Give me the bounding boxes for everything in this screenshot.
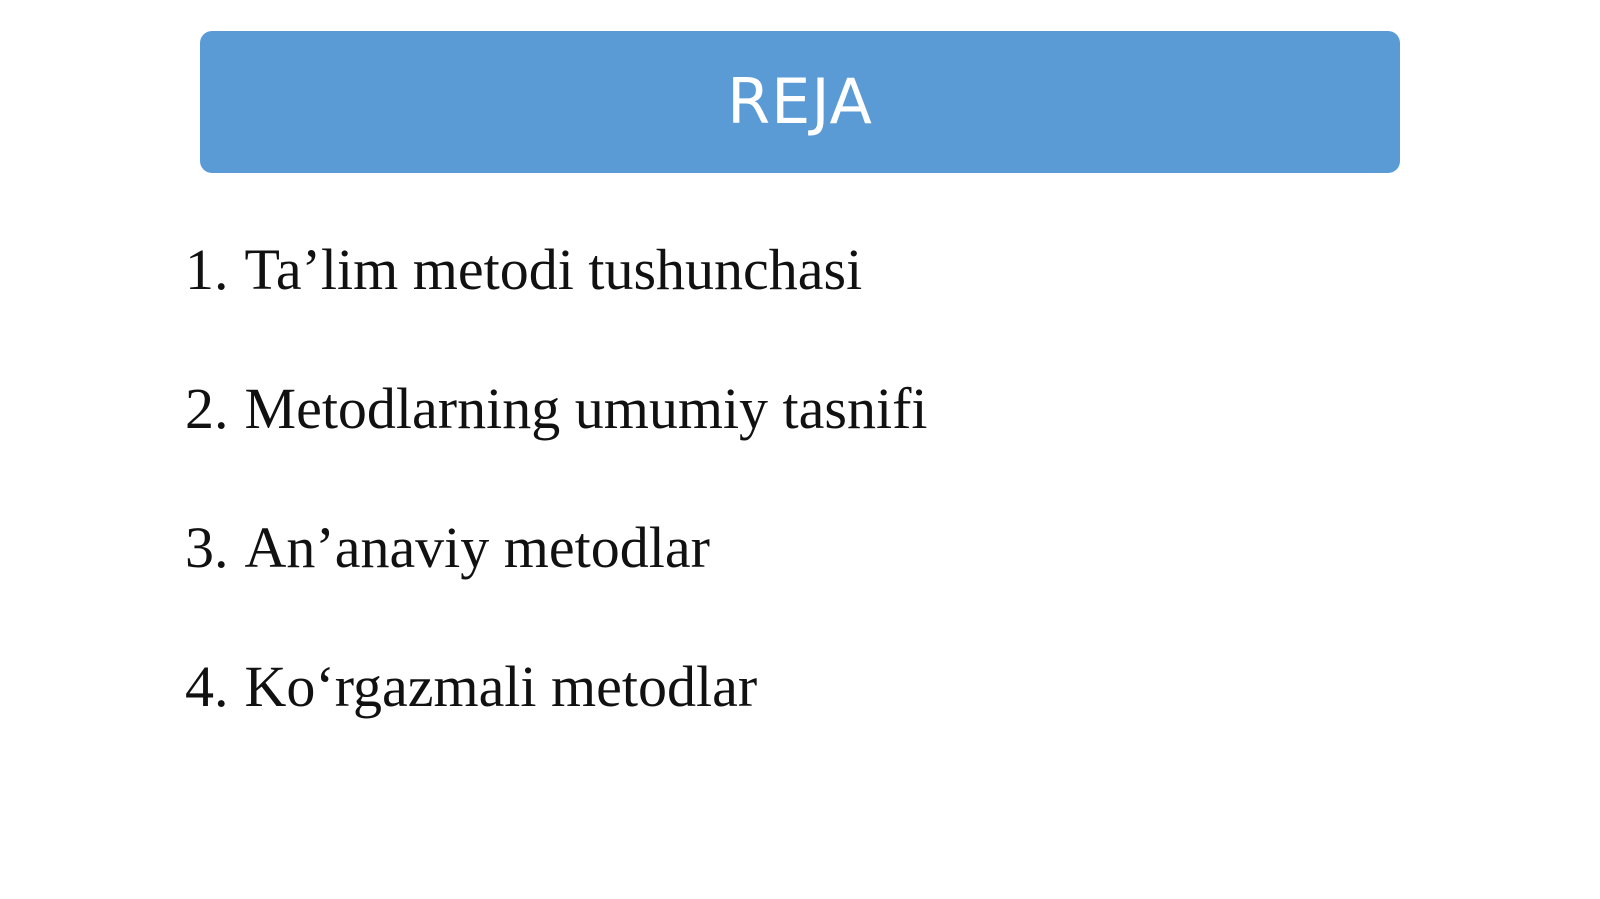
plan-item-2 <box>185 369 928 508</box>
plan-item-number: 2. <box>185 376 229 441</box>
plan-list <box>185 230 928 786</box>
plan-item-number: 4. <box>185 654 229 719</box>
plan-item-4 <box>185 647 928 786</box>
plan-item-1 <box>185 230 928 369</box>
plan-item-text: An’anaviy metodlar <box>244 515 710 580</box>
plan-item-number: 3. <box>185 515 229 580</box>
plan-item-number: 1. <box>185 237 229 302</box>
plan-item-text: Ko‘rgazmali metodlar <box>244 654 758 719</box>
plan-item-text: Metodlarning umumiy tasnifi <box>244 376 928 441</box>
slide-title: REJA <box>727 65 873 138</box>
title-banner <box>200 31 1400 173</box>
plan-item-text: Ta’lim metodi tushunchasi <box>244 237 863 302</box>
plan-item-3 <box>185 508 928 647</box>
